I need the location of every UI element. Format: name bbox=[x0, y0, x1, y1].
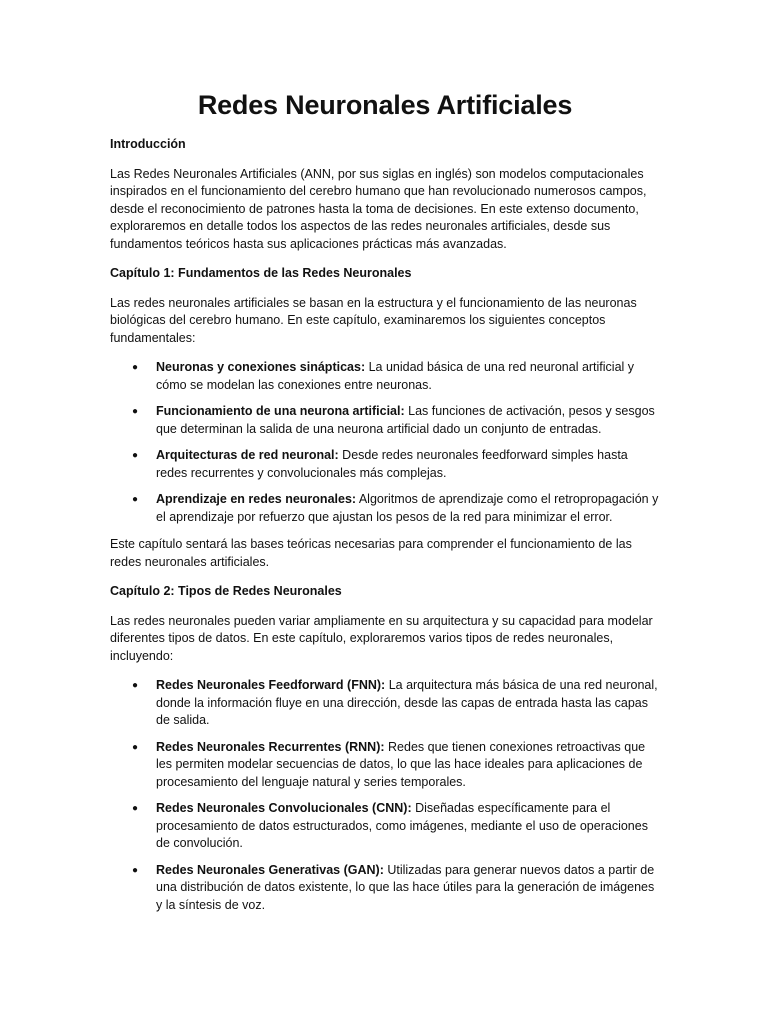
list-item-text: La unidad básica de una red neuronal artificial y cómo se modelan las conexiones entre neuronas. bbox=[156, 360, 635, 392]
document-title: Redes Neuronales Artificiales bbox=[197, 90, 573, 120]
chapter2-heading: Capítulo 2: Tipos de Redes Neuronales bbox=[110, 584, 342, 598]
list-item bbox=[110, 739, 660, 792]
list-item-term: Redes Neuronales Feedforward (FNN): bbox=[156, 678, 386, 692]
list-item-term: Funcionamiento de una neurona artificial: bbox=[156, 404, 405, 418]
list-item bbox=[110, 359, 660, 394]
list-item bbox=[110, 491, 660, 526]
list-item-term: Arquitecturas de red neuronal: bbox=[156, 448, 339, 462]
chapter1-heading: Capítulo 1: Fundamentos de las Redes Neuronales bbox=[110, 266, 412, 280]
bullet-icon: ● bbox=[132, 406, 139, 417]
list-item-term: Neuronas y conexiones sinápticas: bbox=[156, 360, 366, 374]
bullet-icon: ● bbox=[132, 450, 139, 461]
list-item-text: Diseñadas específicamente para el procesamiento de datos estructurados, como imágenes, mediante el uso de operaciones de convolución. bbox=[156, 801, 648, 850]
bullet-icon: ● bbox=[132, 803, 139, 814]
list-item-term: Redes Neuronales Convolucionales (CNN): bbox=[156, 801, 412, 815]
bullet-icon: ● bbox=[132, 741, 139, 753]
list-item bbox=[110, 677, 660, 730]
list-item-text: Redes que tienen conexiones retroactivas que les permiten modelar secuencias de datos, lo que las hace ideales para aplicaciones de procesamiento del lenguaje natural y series temporales. bbox=[156, 739, 646, 789]
list-item-text: Utilizadas para generar nuevos datos a partir de una distribución de datos existente, lo que las hace útiles para la generación de imágenes y la síntesis de voz. bbox=[156, 862, 655, 912]
list-item-text: Algoritmos de aprendizaje como el retropropagación y el aprendizaje por refuerzo que ajustan los pesos de la red para minimizar el error. bbox=[156, 492, 659, 524]
chapter2-intro: Las redes neuronales pueden variar ampliamente en su arquitectura y su capacidad para modelar diferentes tipos de datos. En este capítulo, exploraremos varios tipos de redes neuronales, incluyendo: bbox=[110, 613, 653, 663]
chapter2-list bbox=[110, 677, 660, 914]
intro-paragraph: Las Redes Neuronales Artificiales (ANN, por sus siglas en inglés) son modelos computacionales inspirados en el funcionamiento del cerebro humano que han revolucionado numerosos campos, desde el reconocimiento de patrones hasta la toma de decisiones. En este extenso documento, exploraremos en detalle todos los aspectos de las redes neuronales artificiales, desde sus fundamentos teóricos hasta sus aplicaciones prácticas más avanzadas. bbox=[110, 166, 647, 251]
list-item-text: La arquitectura más básica de una red neuronal, donde la información fluye en una dirección, desde las capas de entrada hasta las capas de salida. bbox=[156, 678, 658, 727]
list-item bbox=[110, 447, 660, 482]
bullet-icon: ● bbox=[132, 680, 139, 691]
bullet-icon: ● bbox=[132, 494, 139, 505]
list-item-term: Redes Neuronales Generativas (GAN): bbox=[156, 862, 384, 877]
list-item-text: Las funciones de activación, pesos y sesgos que determinan la salida de una neurona artificial dado un conjunto de entradas. bbox=[156, 404, 655, 436]
list-item bbox=[110, 800, 660, 853]
list-item bbox=[110, 403, 660, 438]
chapter1-intro: Las redes neuronales artificiales se basan en la estructura y el funcionamiento de las neuronas biológicas del cerebro humano. En este capítulo, examinaremos los siguientes conceptos fundamentales: bbox=[110, 295, 637, 345]
chapter1-closing: Este capítulo sentará las bases teóricas necesarias para comprender el funcionamiento de las redes neuronales artificiales. bbox=[110, 537, 632, 569]
list-item bbox=[110, 862, 660, 915]
bullet-icon: ● bbox=[132, 362, 139, 373]
list-item-term: Redes Neuronales Recurrentes (RNN): bbox=[156, 739, 385, 754]
list-item-text: Desde redes neuronales feedforward simples hasta redes recurrentes y convolucionales más complejas. bbox=[156, 448, 628, 480]
chapter1-list bbox=[110, 359, 660, 526]
intro-heading: Introducción bbox=[110, 137, 186, 151]
bullet-icon: ● bbox=[132, 864, 139, 876]
list-item-term: Aprendizaje en redes neuronales: bbox=[156, 492, 357, 506]
